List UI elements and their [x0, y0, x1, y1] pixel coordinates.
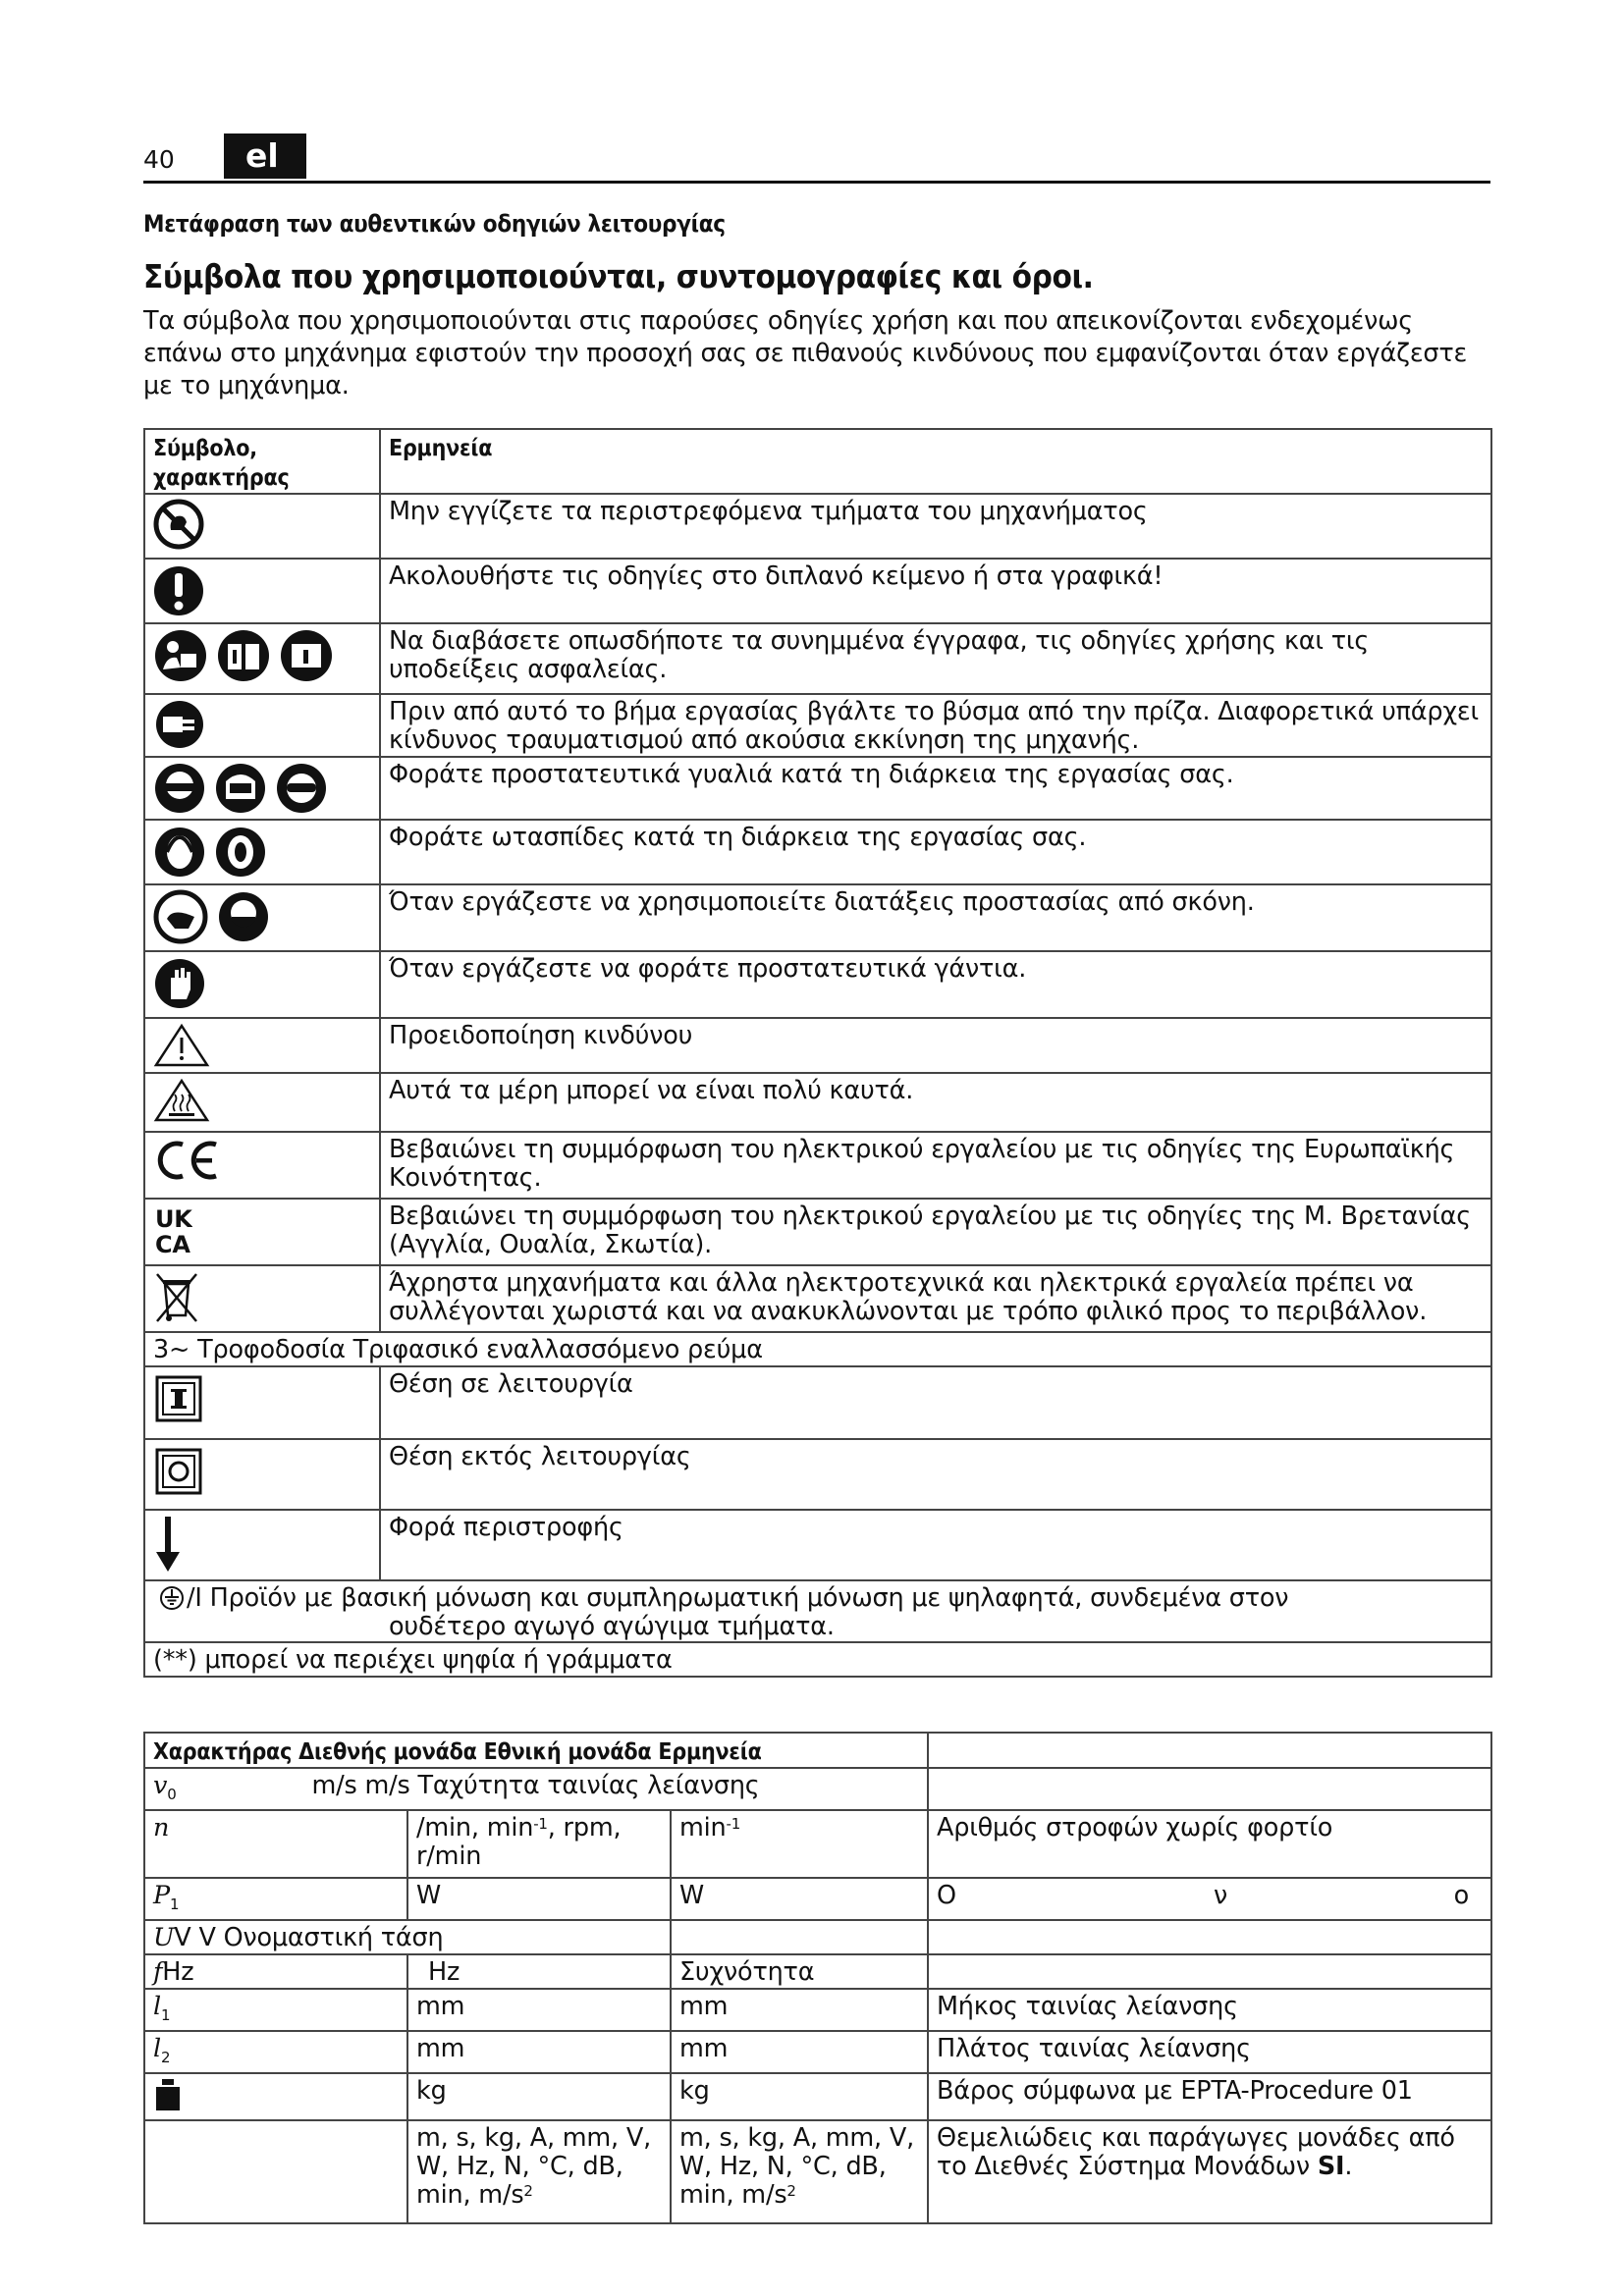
ear-muffs-icon	[214, 825, 267, 880]
cell-blank	[928, 1920, 1491, 1954]
svg-text:CA: CA	[155, 1231, 190, 1256]
table-row	[144, 1199, 1491, 1265]
table-row	[144, 1265, 1491, 1332]
cell-desc: Αριθμός στροφών χωρίς φορτίο	[928, 1810, 1491, 1878]
symbol-v-sub: 0	[167, 1786, 177, 1804]
cell-symbol	[144, 1989, 407, 2031]
symbol-l1: l	[153, 1992, 161, 2022]
cell-nat	[671, 2120, 928, 2223]
meaning-cell: Όταν εργάζεστε να χρησιμοποιείτε διατάξεις προστασίας από σκόνη.	[380, 884, 1491, 951]
meaning-cell: Βεβαιώνει τη συμμόρφωση του ηλεκτρικού εργαλείου με τις οδηγίες της Ευρωπαϊκής Κοινότητας.	[380, 1132, 1491, 1199]
rotation-arrow-icon	[153, 1515, 183, 1574]
table-row	[144, 1018, 1491, 1073]
read-manual-icon	[153, 628, 208, 683]
cell-nat: Συχνότητα	[671, 1954, 928, 1989]
p1-desc-c: ο	[1453, 1881, 1469, 1911]
header-symbol: Σύμβολο, χαρακτήρας	[144, 429, 380, 494]
face-shield-icon	[214, 762, 267, 815]
symbol-cell	[144, 884, 380, 951]
n-intl-sup: -1	[533, 1815, 548, 1834]
table-row	[144, 820, 1491, 884]
symbol-l2-sub: 2	[160, 2049, 171, 2067]
symbol-cell	[144, 1199, 380, 1265]
si-intl-a: m, s, kg, A, mm, V,	[416, 2123, 652, 2154]
table-row	[144, 559, 1491, 623]
cell-intl: mm	[407, 2031, 671, 2073]
table-header-row	[144, 1733, 1491, 1768]
cell-nat: mm	[671, 2031, 928, 2073]
cell-symbol	[144, 2073, 407, 2120]
cell-intl: kg	[407, 2073, 671, 2120]
table-row	[144, 1920, 1491, 1954]
symbol-cell	[144, 1018, 380, 1073]
note-row: (**) μπορεί να περιέχει ψηφία ή γράμματα	[144, 1642, 1491, 1677]
cell-blank	[928, 1954, 1491, 1989]
no-touch-rotating-icon	[153, 499, 204, 550]
si-nat-a: m, s, kg, A, mm, V,	[679, 2123, 915, 2154]
meaning-cell: Πριν από αυτό το βήμα εργασίας βγάλτε το βύσμα από την πρίζα. Διαφορετικά υπάρχει κίνδυνος τραυματισμού από ακούσια εκκίνηση της μηχανής.	[380, 694, 1491, 757]
meaning-cell: Προειδοποίηση κινδύνου	[380, 1018, 1491, 1073]
si-nat-sup: 2	[786, 2182, 796, 2201]
table-row	[144, 1510, 1491, 1580]
symbol-cell	[144, 694, 380, 757]
meaning-cell: Φορά περιστροφής	[380, 1510, 1491, 1580]
cell-blank	[144, 2120, 407, 2223]
insulation-row	[144, 1580, 1491, 1642]
f-text: Hz	[162, 1957, 194, 1988]
eye-protection-icon	[153, 762, 206, 815]
cell-intl	[407, 2120, 671, 2223]
symbol-p-sub: 1	[169, 1896, 180, 1914]
mandatory-exclamation-icon	[153, 563, 204, 618]
three-phase-row: 3~ Τροφοδοσία Τριφασικό εναλλασσόμενο ρεύμα	[144, 1332, 1491, 1366]
v0-row	[144, 1768, 928, 1810]
cell-intl	[407, 1810, 671, 1878]
svg-text:UK: UK	[155, 1205, 192, 1233]
table-row	[144, 2120, 1491, 2223]
meaning-cell: Ακολουθήστε τις οδηγίες στο διπλανό κείμενο ή στα γραφικά!	[380, 559, 1491, 623]
read-manual-book-icon	[216, 628, 271, 683]
cell-nat	[671, 1810, 928, 1878]
table-row	[144, 1989, 1491, 2031]
si-intl-c: min, m/s	[416, 2180, 524, 2211]
table-row	[144, 1768, 1491, 1810]
language-tab: el	[224, 133, 306, 179]
symbol-f: f	[153, 1957, 163, 1988]
cell-nat: kg	[671, 2073, 928, 2120]
dust-mask-icon	[216, 889, 271, 944]
cell-nat: W	[671, 1878, 928, 1920]
cell-symbol	[144, 1878, 407, 1920]
si-nat-c: min, m/s	[679, 2180, 787, 2211]
insulation-text-cont: ουδέτερο αγωγό αγώγιμα τμήματα.	[389, 1612, 835, 1641]
cell-nat: mm	[671, 1989, 928, 2031]
table-row	[144, 1580, 1491, 1642]
cell-intl: W	[407, 1878, 671, 1920]
uv-row	[144, 1920, 671, 1954]
meaning-cell: Να διαβάσετε οπωσδήποτε τα συνημμένα έγγραφα, τις οδηγίες χρήσης και τις υποδείξεις ασφαλείας.	[380, 623, 1491, 694]
symbol-cell	[144, 951, 380, 1018]
n-intl-a: /min, min	[416, 1813, 534, 1843]
table-row	[144, 1878, 1491, 1920]
n-intl-c: r/min	[416, 1842, 482, 1872]
switch-off-icon	[153, 1444, 204, 1499]
table-row	[144, 1810, 1491, 1878]
table-row	[144, 1439, 1491, 1510]
symbol-v: v	[153, 1771, 168, 1800]
symbol-l2: l	[153, 2034, 161, 2064]
units-header-blank	[928, 1733, 1491, 1768]
cell-symbol	[144, 1954, 407, 1989]
read-manual-info-icon	[279, 628, 334, 683]
n-nat: min	[679, 1813, 727, 1843]
symbol-cell	[144, 757, 380, 820]
symbol-cell	[144, 1366, 380, 1439]
symbol-n: n	[153, 1813, 170, 1843]
symbol-cell	[144, 1265, 380, 1332]
uv-text: V V Ονομαστική τάση	[174, 1923, 444, 1953]
symbol-p: P	[153, 1881, 170, 1911]
table-row	[144, 1366, 1491, 1439]
switch-on-icon	[153, 1371, 204, 1426]
cell-blank	[671, 1920, 928, 1954]
unplug-icon	[153, 699, 206, 750]
table-row	[144, 494, 1491, 559]
units-header: Χαρακτήρας Διεθνής μονάδα Εθνική μονάδα Ερμηνεία	[144, 1733, 928, 1768]
document-subtitle: Μετάφραση των αυθεντικών οδηγιών λειτουργίας	[143, 210, 726, 238]
si-intl-b: W, Hz, N, °C, dB,	[416, 2152, 623, 2182]
n-intl-b: , rpm,	[547, 1813, 622, 1843]
cell-symbol	[144, 1810, 407, 1878]
v0-text: m/s m/s Ταχύτητα ταινίας λείανσης	[311, 1771, 760, 1800]
meaning-cell: Όταν εργάζεστε να φοράτε προστατευτικά γάντια.	[380, 951, 1491, 1018]
section-title: Σύμβολα που χρησιμοποιούνται, συντομογραφίες και όροι.	[143, 257, 1094, 295]
cell-desc	[928, 2120, 1491, 2223]
cell-desc: Μήκος ταινίας λείανσης	[928, 1989, 1491, 2031]
symbol-cell	[144, 494, 380, 559]
symbol-cell	[144, 1510, 380, 1580]
symbol-l1-sub: 1	[160, 2006, 171, 2025]
table-row	[144, 757, 1491, 820]
weee-bin-icon	[153, 1270, 200, 1325]
warning-triangle-icon	[153, 1023, 210, 1068]
si-desc-end: .	[1344, 2152, 1353, 2182]
table-row	[144, 1073, 1491, 1132]
p1-desc-b: ν	[1214, 1881, 1228, 1911]
ce-mark-icon	[153, 1137, 222, 1184]
weight-icon	[153, 2077, 183, 2112]
table-header-row	[144, 429, 1491, 494]
units-table	[143, 1732, 1492, 2224]
cell-intl: mm	[407, 1989, 671, 2031]
table-row	[144, 694, 1491, 757]
goggles-icon	[275, 762, 328, 815]
p1-desc-a: Ο	[937, 1881, 956, 1911]
table-row	[144, 951, 1491, 1018]
si-desc-bold: SI	[1317, 2152, 1345, 2182]
page-number: 40	[143, 145, 175, 174]
symbol-cell	[144, 623, 380, 694]
cell-desc: Βάρος σύμφωνα με EPTA-Procedure 01	[928, 2073, 1491, 2120]
table-row	[144, 1332, 1491, 1366]
intro-paragraph: Τα σύμβολα που χρησιμοποιούνται στις παρούσες οδηγίες χρήση και που απεικονίζονται ενδεχομένως επάνω στο μηχάνημα εφιστούν την προσοχή σας σε πιθανούς κινδύνους που εμφανίζονται όταν εργάζεστε με το μηχάνημα.	[143, 306, 1468, 400]
page-header	[143, 133, 1490, 184]
cell-symbol	[144, 2031, 407, 2073]
si-intl-sup: 2	[523, 2182, 533, 2201]
symbols-table	[143, 428, 1492, 1678]
cell-blank	[928, 1768, 1491, 1810]
meaning-cell: Θέση εκτός λειτουργίας	[380, 1439, 1491, 1510]
table-row	[144, 2073, 1491, 2120]
ear-protection-icon	[153, 825, 206, 880]
si-desc-b: το Διεθνές Σύστημα Μονάδων	[937, 2152, 1318, 2182]
table-row	[144, 884, 1491, 951]
meaning-cell: Μην εγγίζετε τα περιστρεφόμενα τμήματα του μηχανήματος	[380, 494, 1491, 559]
cell-desc	[928, 1878, 1491, 1920]
dust-protection-icon	[153, 889, 208, 944]
symbol-cell	[144, 1132, 380, 1199]
ukca-mark-icon	[153, 1203, 192, 1256]
table-row	[144, 1132, 1491, 1199]
symbol-cell	[144, 820, 380, 884]
protective-earth-icon	[159, 1585, 185, 1611]
meaning-cell: Αυτά τα μέρη μπορεί να είναι πολύ καυτά.	[380, 1073, 1491, 1132]
cell-desc: Πλάτος ταινίας λείανσης	[928, 2031, 1491, 2073]
meaning-cell: Άχρηστα μηχανήματα και άλλα ηλεκτροτεχνικά και ηλεκτρικά εργαλεία πρέπει να συλλέγονται χωριστά και να ανακυκλώνονται με τρόπο φιλικό προς το περιβάλλον.	[380, 1265, 1491, 1332]
header-meaning: Ερμηνεία	[380, 429, 1491, 494]
table-row	[144, 623, 1491, 694]
n-nat-sup: -1	[726, 1815, 741, 1834]
meaning-cell: Φοράτε προστατευτικά γυαλιά κατά τη διάρκεια της εργασίας σας.	[380, 757, 1491, 820]
symbol-cell	[144, 1439, 380, 1510]
symbol-cell	[144, 1073, 380, 1132]
si-desc-a: Θεμελιώδεις και παράγωγες μονάδες από	[937, 2123, 1455, 2154]
table-row	[144, 1954, 1491, 1989]
meaning-cell: Θέση σε λειτουργία	[380, 1366, 1491, 1439]
si-nat-b: W, Hz, N, °C, dB,	[679, 2152, 887, 2182]
hot-surface-icon	[153, 1078, 210, 1123]
table-row	[144, 1642, 1491, 1677]
gloves-icon	[153, 956, 206, 1011]
insulation-text: /I Προϊόν με βασική μόνωση και συμπληρωματική μόνωση με ψηλαφητά, συνδεμένα στον	[187, 1583, 1289, 1613]
symbol-u: U	[153, 1923, 175, 1953]
cell-intl: Hz	[407, 1954, 671, 1989]
meaning-cell: Φοράτε ωτασπίδες κατά τη διάρκεια της εργασίας σας.	[380, 820, 1491, 884]
table-row	[144, 2031, 1491, 2073]
meaning-cell: Βεβαιώνει τη συμμόρφωση του ηλεκτρικού εργαλείου με τις οδηγίες της Μ. Βρετανίας (Αγγλία, Ουαλία, Σκωτία).	[380, 1199, 1491, 1265]
symbol-cell	[144, 559, 380, 623]
